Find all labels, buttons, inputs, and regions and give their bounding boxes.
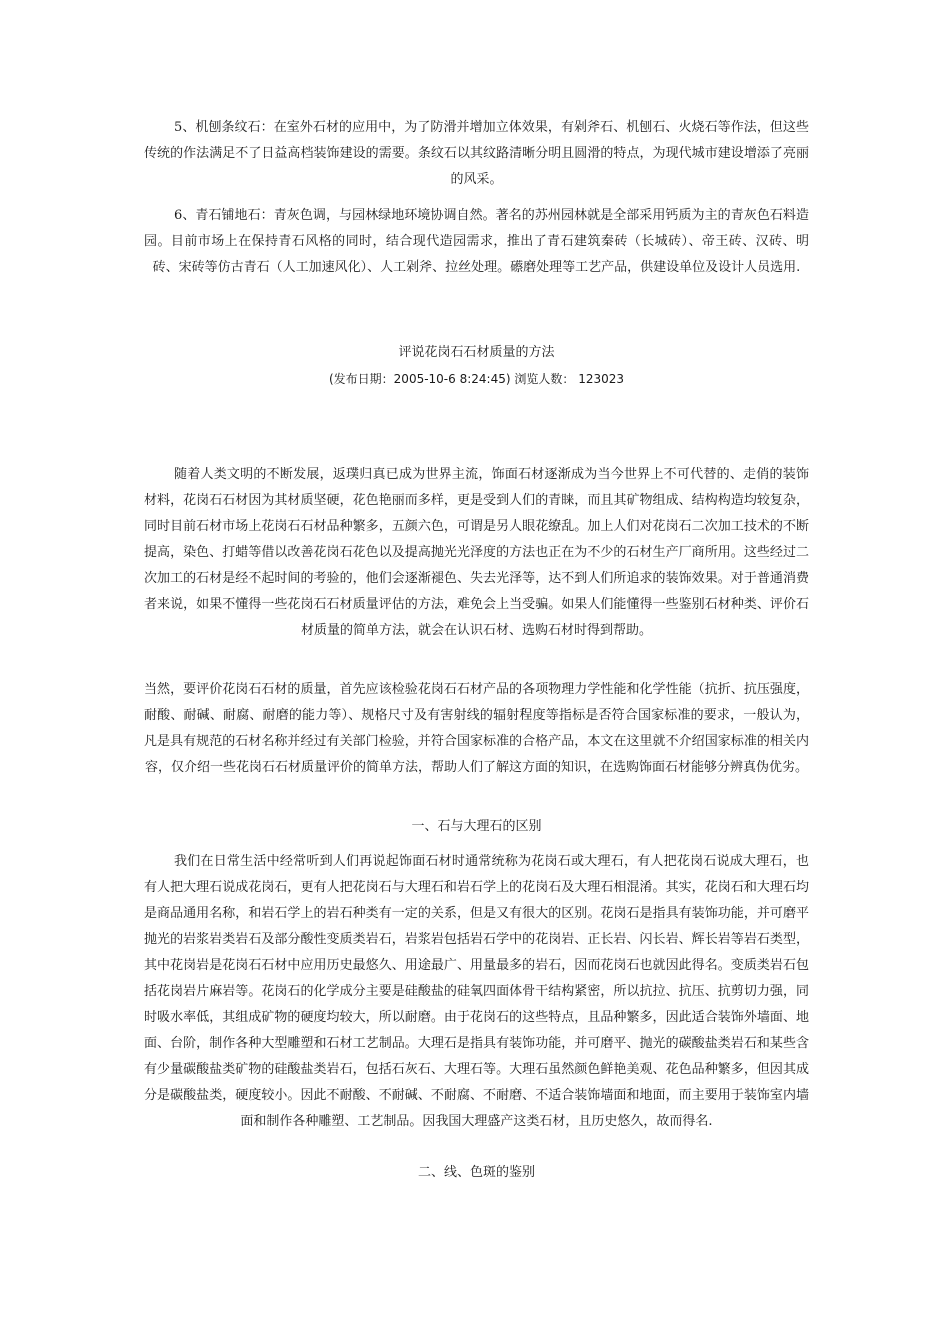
paragraph-intro: 随着人类文明的不断发展，返璞归真已成为世界主流，饰面石材逐渐成为当今世界上不可代替的、走俏的装饰材料，花岗石石材因为其材质坚硬，花色艳丽而多样，更是受到人们的青睐，而且其矿物组成、结构构造均较复杂，同时目前石材市场上花岗石石材品种繁多，五颜六色，可谓是另人眼花缭乱。加上人们对花岗石二次加工技术的不断提高，染色、打蜡等借以改善花岗石花色以及提高抛光光泽度的方法也正在为不少的石材生产厂商所用。这些经过二次加工的石材是经不起时间的考验的，他们会逐渐褪色、失去光泽等，达不到人们所追求的装饰效果。对于普通消费者来说，如果不懂得一些花岗石石材质量评估的方法，难免会上当受骗。如果人们能懂得一些鉴别石材种类、评价石材质量的简单方法，就会在认识石材、选购石材时得到帮助。	[144, 467, 809, 638]
meta-views-label: ) 浏览人数：	[505, 372, 575, 386]
paragraph-evaluation: 当然，要评价花岗石石材的质量，首先应该检验花岗石石材产品的各项物理力学性能和化学性能（抗折、抗压强度，耐酸、耐碱、耐腐、耐磨的能力等）、规格尺寸及有害射线的辐射程度等指标是否符合国家标准的要求，一般认为，凡是具有规范的石材名称并经过有关部门检验，并符合国家标准的合格产品，本文在这里就不介绍国家标准的相关内容，仅介绍一些花岗石石材质量评价的简单方法，帮助人们了解这方面的知识，在选购饰面石材能够分辨真伪优劣。	[144, 682, 809, 775]
article-meta	[144, 366, 809, 392]
article-title: 评说花岗石石材质量的方法	[398, 345, 555, 360]
meta-view-count: 123023	[578, 372, 624, 386]
meta-date: 2005-10-6 8:24:45	[393, 372, 506, 386]
section-heading-granite-marble: 一、石与大理石的区别	[411, 819, 542, 834]
meta-date-label: (发布日期：	[328, 372, 394, 386]
paragraph-bluestone-paving: 6、青石铺地石：青灰色调，与园林绿地环境协调自然。著名的苏州园林就是全部采用钙质为主的青灰色石料造园。目前市场上在保持青石风格的同时，结合现代造园需求，推出了青石建筑秦砖（长城砖）、帝王砖、汉砖、明砖、宋砖等仿古青石（人工加速风化）、人工剁斧、拉丝处理。礤磨处理等工艺产品，供建设单位及设计人员选用.	[144, 208, 809, 275]
paragraph-planed-stripe-stone: 5、机刨条纹石：在室外石材的应用中，为了防滑并增加立体效果，有剁斧石、机刨石、火烧石等作法，但这些传统的作法满足不了日益高档装饰建设的需要。条纹石以其纹路清晰分明且圆滑的特点，为现代城市建设增添了亮丽的风采。	[144, 120, 809, 187]
paragraph-granite-marble-difference: 我们在日常生活中经常听到人们再说起饰面石材时通常统称为花岗石或大理石，有人把花岗石说成大理石，也有人把大理石说成花岗石，更有人把花岗石与大理石和岩石学上的花岗石及大理石相混淆。其实，花岗石和大理石均是商品通用名称，和岩石学上的岩石种类有一定的关系，但是又有很大的区别。花岗石是指具有装饰功能，并可磨平抛光的岩浆岩类岩石及部分酸性变质类岩石，岩浆岩包括岩石学中的花岗岩、正长岩、闪长岩、辉长岩等岩石类型，其中花岗岩是花岗石石材中应用历史最悠久、用途最广、用量最多的岩石，因而花岗石也就因此得名。变质类岩石包括花岗岩片麻岩等。花岗石的化学成分主要是硅酸盐的硅氧四面体骨干结构紧密，所以抗拉、抗压、抗剪切力强，同时吸水率低，其组成矿物的硬度均较大，所以耐磨。由于花岗石的这些特点，且品种繁多，因此适合装饰外墙面、地面、台阶，制作各种大型雕塑和石材工艺制品。大理石是指具有装饰功能，并可磨平、抛光的碳酸盐类岩石和某些含有少量碳酸盐类矿物的硅酸盐类岩石，包括石灰石、大理石等。大理石虽然颜色鲜艳美观、花色品种繁多，但因其成分是碳酸盐类，硬度较小。因此不耐酸、不耐碱、不耐腐、不耐磨、不适合装饰墙面和地面，而主要用于装饰室内墙面和制作各种雕塑、工艺制品。因我国大理盛产这类石材，且历史悠久，故而得名.	[144, 854, 809, 1129]
section-heading-lines-spots: 二、线、色斑的鉴别	[417, 1165, 535, 1180]
